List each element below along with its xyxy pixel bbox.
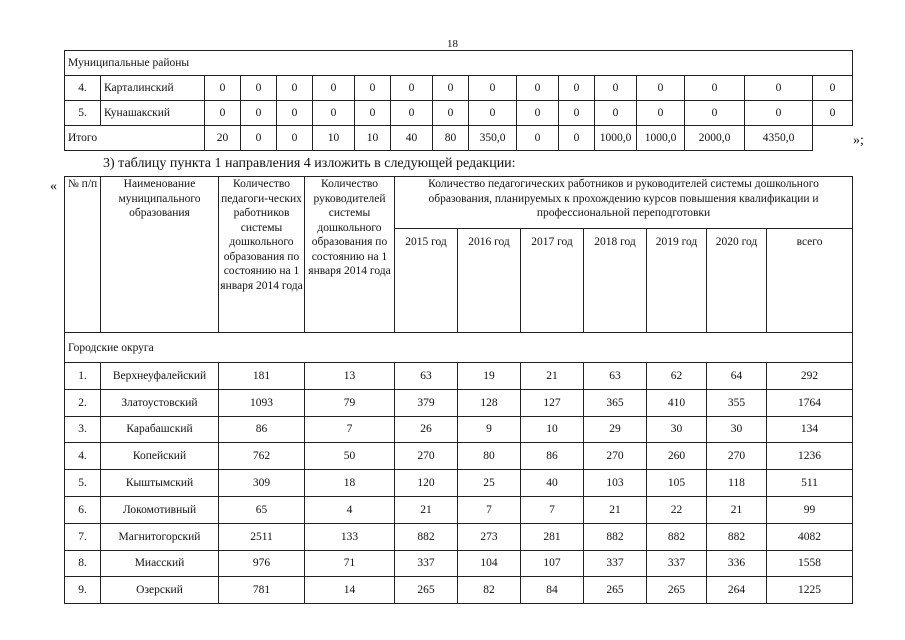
value-cell: 1093 xyxy=(219,389,305,416)
section-label: Муниципальные районы xyxy=(65,51,853,76)
header-year: 2016 год xyxy=(458,229,521,333)
value-cell: 260 xyxy=(647,443,707,470)
value-cell: 21 xyxy=(707,496,767,523)
value-cell: 0 xyxy=(559,101,595,126)
table-row xyxy=(65,363,853,390)
value-cell: 337 xyxy=(395,550,458,577)
row-number: 5. xyxy=(65,470,101,497)
value-cell: 0 xyxy=(559,76,595,101)
header-total: всего xyxy=(767,229,853,333)
district-name: Кунашакский xyxy=(101,101,205,126)
value-cell: 104 xyxy=(458,550,521,577)
table-row xyxy=(65,550,853,577)
total-value-cell: 4350,0 xyxy=(745,126,813,151)
value-cell: 84 xyxy=(521,577,584,604)
value-cell: 2511 xyxy=(219,523,305,550)
section-label: Городские округа xyxy=(65,333,853,363)
value-cell: 0 xyxy=(595,101,637,126)
value-cell: 99 xyxy=(767,496,853,523)
value-cell: 107 xyxy=(521,550,584,577)
value-cell: 0 xyxy=(745,101,813,126)
value-cell: 0 xyxy=(313,76,355,101)
value-cell: 103 xyxy=(584,470,647,497)
value-cell: 18 xyxy=(305,470,395,497)
table-row xyxy=(65,470,853,497)
total-value-cell: 40 xyxy=(391,126,433,151)
value-cell: 976 xyxy=(219,550,305,577)
value-cell: 133 xyxy=(305,523,395,550)
total-value-cell: 0 xyxy=(277,126,313,151)
header-year: 2015 год xyxy=(395,229,458,333)
value-cell: 365 xyxy=(584,389,647,416)
table-row xyxy=(65,416,853,443)
value-cell: 7 xyxy=(521,496,584,523)
value-cell: 127 xyxy=(521,389,584,416)
value-cell: 0 xyxy=(355,76,391,101)
value-cell: 64 xyxy=(707,363,767,390)
value-cell: 0 xyxy=(313,101,355,126)
value-cell: 80 xyxy=(458,443,521,470)
value-cell: 270 xyxy=(707,443,767,470)
value-cell: 1558 xyxy=(767,550,853,577)
header-year: 2019 год xyxy=(647,229,707,333)
value-cell: 410 xyxy=(647,389,707,416)
header-heads-count: Количество руководителей системы дошкольного образования по состоянию на 1 января 2014 года xyxy=(305,177,395,333)
value-cell: 21 xyxy=(521,363,584,390)
value-cell: 82 xyxy=(458,577,521,604)
value-cell: 134 xyxy=(767,416,853,443)
value-cell: 62 xyxy=(647,363,707,390)
total-value-cell: 80 xyxy=(433,126,469,151)
value-cell: 0 xyxy=(685,76,745,101)
value-cell: 71 xyxy=(305,550,395,577)
header-training-group: Количество педагогических работников и руководителей системы дошкольного образования, планируемых к прохождению курсов повышения квалификации и профессиональной переподготовки xyxy=(395,177,853,229)
value-cell: 0 xyxy=(277,101,313,126)
value-cell: 0 xyxy=(205,76,241,101)
table-row xyxy=(65,523,853,550)
row-number: 4. xyxy=(65,76,101,101)
value-cell: 781 xyxy=(219,577,305,604)
value-cell: 882 xyxy=(395,523,458,550)
value-cell: 7 xyxy=(458,496,521,523)
row-number: 6. xyxy=(65,496,101,523)
municipality-name: Верхнеуфалейский xyxy=(101,363,219,390)
value-cell: 762 xyxy=(219,443,305,470)
value-cell: 30 xyxy=(647,416,707,443)
value-cell: 379 xyxy=(395,389,458,416)
value-cell: 40 xyxy=(521,470,584,497)
row-number: 1. xyxy=(65,363,101,390)
value-cell: 21 xyxy=(395,496,458,523)
value-cell: 270 xyxy=(395,443,458,470)
value-cell: 26 xyxy=(395,416,458,443)
value-cell: 7 xyxy=(305,416,395,443)
value-cell: 29 xyxy=(584,416,647,443)
closing-quote: »; xyxy=(853,133,864,148)
row-number: 4. xyxy=(65,443,101,470)
value-cell: 1236 xyxy=(767,443,853,470)
value-cell: 4 xyxy=(305,496,395,523)
value-cell: 265 xyxy=(584,577,647,604)
municipality-name: Локомотивный xyxy=(101,496,219,523)
value-cell: 65 xyxy=(219,496,305,523)
value-cell: 9 xyxy=(458,416,521,443)
section-row xyxy=(65,333,853,363)
opening-quote: « xyxy=(50,179,57,194)
value-cell: 1764 xyxy=(767,389,853,416)
value-cell: 105 xyxy=(647,470,707,497)
value-cell: 0 xyxy=(517,76,559,101)
value-cell: 0 xyxy=(637,101,685,126)
row-number: 3. xyxy=(65,416,101,443)
value-cell: 86 xyxy=(219,416,305,443)
value-cell: 0 xyxy=(517,101,559,126)
value-cell: 882 xyxy=(584,523,647,550)
value-cell: 63 xyxy=(395,363,458,390)
value-cell: 0 xyxy=(391,76,433,101)
total-value-cell: 1000,0 xyxy=(637,126,685,151)
municipality-name: Карабашский xyxy=(101,416,219,443)
value-cell: 337 xyxy=(584,550,647,577)
value-cell: 270 xyxy=(584,443,647,470)
row-number: 8. xyxy=(65,550,101,577)
value-cell: 292 xyxy=(767,363,853,390)
value-cell: 30 xyxy=(707,416,767,443)
value-cell: 181 xyxy=(219,363,305,390)
value-cell: 0 xyxy=(391,101,433,126)
total-value-cell: 350,0 xyxy=(469,126,517,151)
value-cell: 0 xyxy=(241,76,277,101)
municipal-districts-table xyxy=(64,50,853,151)
value-cell: 265 xyxy=(647,577,707,604)
municipality-name: Кыштымский xyxy=(101,470,219,497)
municipality-name: Миасский xyxy=(101,550,219,577)
total-value-cell: 2000,0 xyxy=(685,126,745,151)
value-cell: 0 xyxy=(745,76,813,101)
total-label: Итого xyxy=(65,126,205,151)
value-cell: 0 xyxy=(433,101,469,126)
header-name: Наименование муниципального образования xyxy=(101,177,219,333)
table-row xyxy=(65,76,853,101)
header-year: 2017 год xyxy=(521,229,584,333)
value-cell: 0 xyxy=(813,101,853,126)
value-cell: 0 xyxy=(813,76,853,101)
value-cell: 355 xyxy=(707,389,767,416)
value-cell: 25 xyxy=(458,470,521,497)
district-name: Карталинский xyxy=(101,76,205,101)
value-cell: 13 xyxy=(305,363,395,390)
value-cell: 281 xyxy=(521,523,584,550)
urban-districts-table xyxy=(64,176,853,604)
value-cell: 309 xyxy=(219,470,305,497)
value-cell: 4082 xyxy=(767,523,853,550)
section-row xyxy=(65,51,853,76)
value-cell: 264 xyxy=(707,577,767,604)
row-number: 2. xyxy=(65,389,101,416)
total-value-cell: 0 xyxy=(517,126,559,151)
value-cell: 265 xyxy=(395,577,458,604)
header-year: 2020 год xyxy=(707,229,767,333)
table-row xyxy=(65,101,853,126)
municipality-name: Озерский xyxy=(101,577,219,604)
header-ped-count: Количество педагоги-ческих работников системы дошкольного образования по состоянию на 1 января 2014 года xyxy=(219,177,305,333)
total-value-cell: 1000,0 xyxy=(595,126,637,151)
value-cell: 0 xyxy=(355,101,391,126)
value-cell: 0 xyxy=(433,76,469,101)
municipality-name: Магнитогорский xyxy=(101,523,219,550)
row-number: 7. xyxy=(65,523,101,550)
municipality-name: Копейский xyxy=(101,443,219,470)
total-value-cell: 10 xyxy=(355,126,391,151)
total-value-cell: 0 xyxy=(559,126,595,151)
value-cell: 118 xyxy=(707,470,767,497)
value-cell: 511 xyxy=(767,470,853,497)
value-cell: 882 xyxy=(707,523,767,550)
table-row xyxy=(65,443,853,470)
value-cell: 336 xyxy=(707,550,767,577)
value-cell: 21 xyxy=(584,496,647,523)
value-cell: 50 xyxy=(305,443,395,470)
value-cell: 0 xyxy=(595,76,637,101)
value-cell: 10 xyxy=(521,416,584,443)
table-row xyxy=(65,496,853,523)
total-value-cell: 20 xyxy=(205,126,241,151)
value-cell: 882 xyxy=(647,523,707,550)
value-cell: 337 xyxy=(647,550,707,577)
value-cell: 19 xyxy=(458,363,521,390)
value-cell: 0 xyxy=(685,101,745,126)
total-row xyxy=(65,126,853,151)
table-row xyxy=(65,389,853,416)
row-number: 5. xyxy=(65,101,101,126)
value-cell: 0 xyxy=(205,101,241,126)
page-number: 18 xyxy=(447,38,458,50)
value-cell: 86 xyxy=(521,443,584,470)
value-cell: 0 xyxy=(241,101,277,126)
value-cell: 0 xyxy=(637,76,685,101)
table-row xyxy=(65,577,853,604)
value-cell: 14 xyxy=(305,577,395,604)
instruction-caption: 3) таблицу пункта 1 направления 4 изложить в следующей редакции: xyxy=(103,156,516,171)
value-cell: 63 xyxy=(584,363,647,390)
value-cell: 120 xyxy=(395,470,458,497)
value-cell: 0 xyxy=(469,101,517,126)
value-cell: 22 xyxy=(647,496,707,523)
header-num: № п/п xyxy=(65,177,101,333)
municipality-name: Златоустовский xyxy=(101,389,219,416)
value-cell: 128 xyxy=(458,389,521,416)
total-value-cell: 0 xyxy=(241,126,277,151)
total-value-cell: 10 xyxy=(313,126,355,151)
value-cell: 79 xyxy=(305,389,395,416)
value-cell: 0 xyxy=(469,76,517,101)
value-cell: 273 xyxy=(458,523,521,550)
row-number: 9. xyxy=(65,577,101,604)
value-cell: 0 xyxy=(277,76,313,101)
header-year: 2018 год xyxy=(584,229,647,333)
value-cell: 1225 xyxy=(767,577,853,604)
